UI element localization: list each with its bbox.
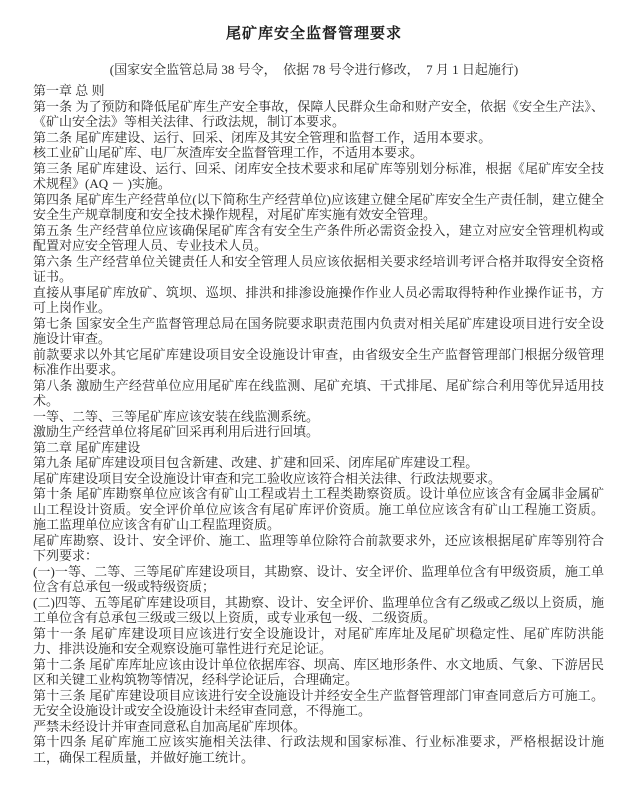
paragraph: 第十条 尾矿库勘察单位应该含有矿山工程或岩土工程类勘察资质。设计单位应该含有金属非金属矿山工程设计资质。安全评价单位应该含有尾矿库评价资质。施工单位应该含有矿山工程施工资质。施工监理单位应该含有矿山工程监理资质。 [33,486,604,532]
paragraph: 第五条 生产经营单位应该确保尾矿库含有安全生产条件所必需资金投入，建立对应安全管理机构或配置对应安全管理人员、专业技术人员。 [33,222,604,253]
paragraph: 严禁未经设计并审查同意私自加高尾矿库坝体。 [33,718,307,734]
paragraph: (二)四等、五等尾矿库建设项目，其勘察、设计、安全评价、监理单位含有乙级或乙级以上资质，施工单位含有总承包三级或三级以上资质，或专业承包一级、二级资质。 [33,594,604,625]
paragraph: 一等、二等、三等尾矿库应该安装在线监测系统。 [33,408,320,424]
document-subtitle: (国家安全监管总局 38 号令， 依据 78 号令进行修改， 7 月 1 日起施行) [109,62,519,77]
paragraph: 第七条 国家安全生产监督管理总局在国务院要求职责范围内负责对相关尾矿库建设项目进行安全设施设计审查。 [33,315,604,346]
paragraph: 核工业矿山尾矿库、电厂灰渣库安全监督管理工作，不适用本要求。 [33,145,424,160]
paragraph: 激励生产经营单位将尾矿回采再利用后进行回填。 [33,424,320,439]
paragraph: 第一条 为了预防和降低尾矿库生产安全事故，保障人民群众生命和财产安全，依据《安全生产法》、《矿山安全法》等相关法律、行政法规，制订本要求。 [33,98,604,129]
paragraph: 第二条 尾矿库建设、运行、回采、闭库及其安全管理和监督工作，适用本要求。 [33,129,492,145]
paragraph: 第十四条 尾矿库施工应该实施相关法律、行政法规和国家标准、行业标准要求，严格根据设计施工，确保工程质量，并做好施工统计。 [33,734,604,765]
paragraph: 前款要求以外其它尾矿库建设项目安全设施设计审查，由省级安全生产监督管理部门根据分级管理标准作出要求。 [33,346,604,377]
paragraph: 尾矿库建设项目安全设施设计审查和完工验收应该符合相关法律、行政法规要求。 [33,470,502,486]
paragraph: 直接从事尾矿库放矿、筑坝、巡坝、排洪和排渗设施操作作业人员必需取得特种作业操作证书，方可上岗作业。 [33,284,604,315]
paragraph: 第六条 生产经营单位关键责任人和安全管理人员应该依据相关要求经培训考评合格并取得安全资格证书。 [33,253,604,284]
document-body [33,83,604,765]
paragraph: 第十一条 尾矿库建设项目应该进行安全设施设计，对尾矿库库址及尾矿坝稳定性、尾矿库防洪能力、排洪设施和安全观察设施可靠性进行充足论证。 [33,625,604,656]
paragraph: 第八条 激励生产经营单位应用尾矿库在线监测、尾矿充填、干式排尾、尾矿综合利用等优异适用技术。 [33,377,604,408]
paragraph: 第九条 尾矿库建设项目包含新建、改建、扩建和回采、闭库尾矿库建设工程。 [33,455,479,470]
paragraph: 第四条 尾矿库生产经营单位(以下简称生产经营单位)应该建立健全尾矿库安全生产责任制，建立健全安全生产规章制度和安全技术操作规程，对尾矿库实施有效安全管理。 [33,191,604,222]
paragraph: 第十三条 尾矿库建设项目应该进行安全设施设计并经安全生产监督管理部门审查同意后方可施工。无安全设施设计或安全设施设计未经审查同意，不得施工。 [33,687,604,718]
paragraph: 尾矿库勘察、设计、安全评价、施工、监理等单位除符合前款要求外，还应该根据尾矿库等别符合下列要求： [33,532,604,563]
paragraph: 第十二条 尾矿库库址应该由设计单位依据库容、坝高、库区地形条件、水文地质、气象、下游居民区和关键工业构筑物等情况，经科学论证后，合理确定。 [33,656,604,687]
paragraph: 第一章 总 则 [33,83,105,98]
document-title: 尾矿库安全监督管理要求 [225,26,402,42]
paragraph: (一)一等、二等、三等尾矿库建设项目，其勘察、设计、安全评价、监理单位含有甲级资质，施工单位含有总承包一级或特级资质； [33,563,604,594]
paragraph: 第三条 尾矿库建设、运行、回采、闭库安全技术要求和尾矿库等别划分标准，根据《尾矿库安全技术规程》(AQ － )实施。 [33,160,604,191]
paragraph: 第二章 尾矿库建设 [33,439,141,455]
